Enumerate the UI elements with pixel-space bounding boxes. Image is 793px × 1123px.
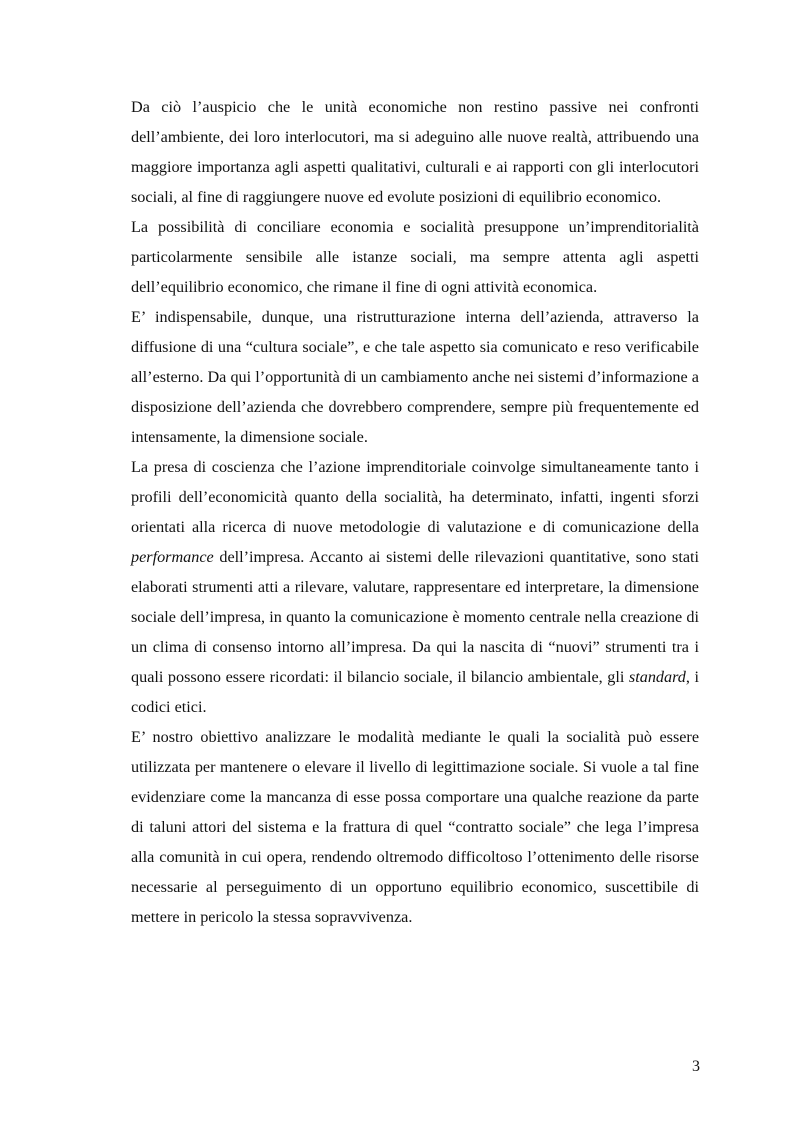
- paragraph: [131, 92, 699, 212]
- paragraph-text: La possibilità di conciliare economia e socialità presuppone un’imprenditorialità particolarmente sensibile alle istanze sociali, ma sempre attenta agli aspetti dell’equilibrio economico, che rimane il fine di ogni attività economica.: [131, 218, 699, 296]
- paragraph-text: , i codici etici.: [131, 668, 699, 716]
- paragraph-text: E’ nostro obiettivo analizzare le modalità mediante le quali la socialità può essere utilizzata per mantenere o elevare il livello di legittimazione sociale. Si vuole a tal fine evidenziare come la mancanza di esse possa comportare una qualche reazione da parte di taluni attori del sistema e la frattura di quel “contratto sociale” che lega l’impresa alla comunità in cui opera, rendendo oltremodo difficoltoso l’ottenimento delle risorse necessarie al perseguimento di un opportuno equilibrio economico, suscettibile di mettere in pericolo la stessa sopravvivenza.: [131, 728, 699, 926]
- paragraph: [131, 452, 699, 722]
- italic-term: standard: [628, 668, 686, 686]
- paragraph: [131, 722, 699, 932]
- paragraph: [131, 212, 699, 302]
- paragraph-text: dell’impresa. Accanto ai sistemi delle rilevazioni quantitative, sono stati elaborati strumenti atti a rilevare, valutare, rappresentare ed interpretare, la dimensione sociale dell’impresa, in quanto la comunicazione è momento centrale nella creazione di un clima di consenso intorno all’impresa. Da qui la nascita di “nuovi” strumenti tra i quali possono essere ricordati: il bilancio sociale, il bilancio ambientale, gli: [131, 548, 699, 686]
- body-text: [131, 92, 699, 932]
- page-number: 3: [692, 1058, 700, 1075]
- paragraph-text: Da ciò l’auspicio che le unità economiche non restino passive nei confronti dell’ambiente, dei loro interlocutori, ma si adeguino alle nuove realtà, attribuendo una maggiore importanza agli aspetti qualitativi, culturali e ai rapporti con gli interlocutori sociali, al fine di raggiungere nuove ed evolute posizioni di equilibrio economico.: [131, 98, 699, 206]
- paragraph-text: E’ indispensabile, dunque, una ristrutturazione interna dell’azienda, attraverso la diffusione di una “cultura sociale”, e che tale aspetto sia comunicato e reso verificabile all’esterno. Da qui l’opportunità di un cambiamento anche nei sistemi d’informazione a disposizione dell’azienda che dovrebbero comprendere, sempre più frequentemente ed intensamente, la dimensione sociale.: [131, 308, 699, 446]
- paragraph: [131, 302, 699, 452]
- italic-term: performance: [131, 548, 214, 566]
- paragraph-text: La presa di coscienza che l’azione imprenditoriale coinvolge simultaneamente tanto i profili dell’economicità quanto della socialità, ha determinato, infatti, ingenti sforzi orientati alla ricerca di nuove metodologie di valutazione e di comunicazione della: [131, 458, 699, 536]
